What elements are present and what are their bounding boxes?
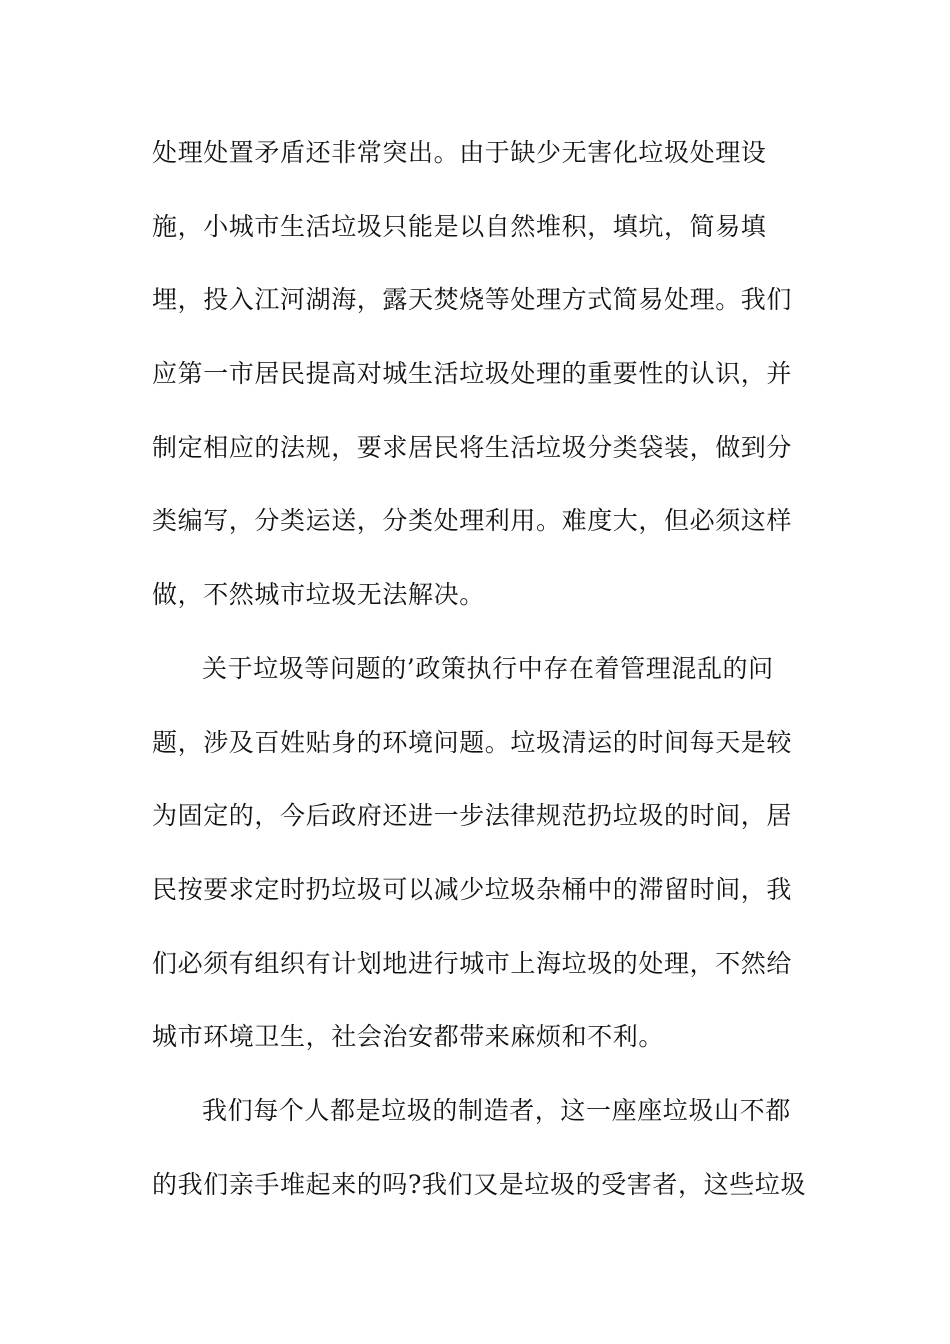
text-line-indented: 我们每个人都是垃圾的制造者，这一座座垃圾山不都 xyxy=(202,1095,791,1125)
text-line: 施，小城市生活垃圾只能是以自然堆积，填坑，简易填 xyxy=(152,211,767,241)
text-line-indented: 关于垃圾等问题的’政策执行中存在着管理混乱的问 xyxy=(202,653,774,683)
text-line: 应第一市居民提高对城生活垃圾处理的重要性的认识，并 xyxy=(152,359,793,389)
text-line: 为固定的，今后政府还进一步法律规范扔垃圾的时间，居 xyxy=(152,801,793,831)
paragraph-2 xyxy=(152,644,812,1086)
text-line: 们必须有组织有计划地进行城市上海垃圾的处理，不然给 xyxy=(152,948,793,978)
paragraph-1 xyxy=(152,128,812,644)
text-line: 民按要求定时扔垃圾可以减少垃圾杂桶中的滞留时间，我 xyxy=(152,874,793,904)
text-line: 的我们亲手堆起来的吗?我们又是垃圾的受害者，这些垃圾 xyxy=(152,1169,807,1199)
text-line: 做，不然城市垃圾无法解决。 xyxy=(152,580,485,610)
text-line: 题，涉及百姓贴身的环境问题。垃圾清运的时间每天是较 xyxy=(152,727,793,757)
text-line: 制定相应的法规，要求居民将生活垃圾分类袋装，做到分 xyxy=(152,432,793,462)
document-body xyxy=(152,128,812,1233)
text-line: 埋，投入江河湖海，露天焚烧等处理方式简易处理。我们 xyxy=(152,285,793,315)
paragraph-3 xyxy=(152,1086,812,1233)
text-line: 类编写，分类运送，分类处理利用。难度大，但必须这样 xyxy=(152,506,793,536)
text-line: 处理处置矛盾还非常突出。由于缺少无害化垃圾处理设 xyxy=(152,138,767,167)
text-line: 城市环境卫生，社会治安都带来麻烦和不利。 xyxy=(152,1022,665,1052)
